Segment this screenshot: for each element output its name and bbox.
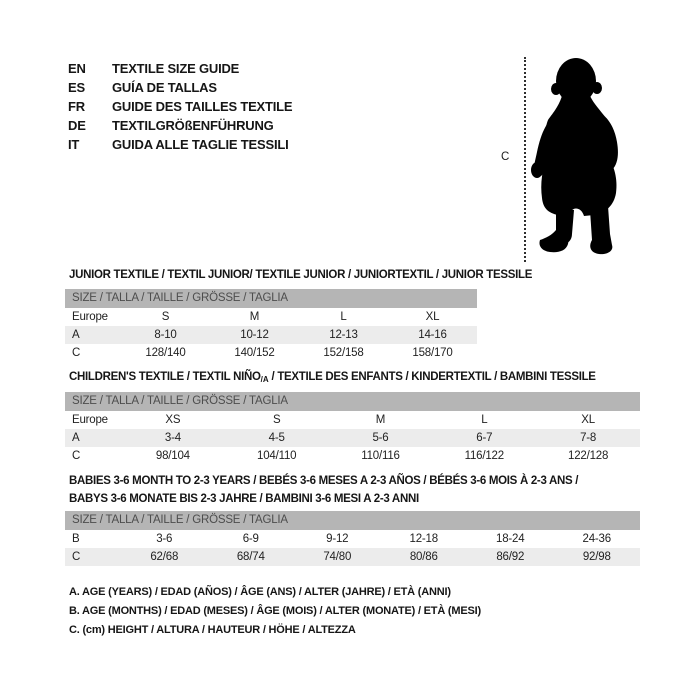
- table-cell: 4-5: [268, 432, 285, 444]
- language-row: [68, 135, 292, 154]
- language-label: TEXTILGRÖßENFÜHRUNG: [112, 118, 274, 133]
- table-cell: 152/158: [323, 347, 364, 359]
- table-row: [65, 344, 477, 362]
- table-cell: XL: [581, 414, 595, 426]
- table-cell: 8-10: [154, 329, 177, 341]
- language-label: GUÍA DE TALLAS: [112, 80, 217, 95]
- table-cell: 62/68: [150, 551, 179, 563]
- language-code: IT: [68, 137, 80, 152]
- table-cell: 110/116: [361, 450, 400, 462]
- table-cell: 5-6: [372, 432, 389, 444]
- table-cell: 92/98: [582, 551, 611, 563]
- table-cell: 80/86: [409, 551, 438, 563]
- baby-silhouette-icon: [528, 56, 624, 258]
- row-label: A: [72, 432, 80, 444]
- height-measure-label: C: [501, 151, 510, 163]
- table-row: [65, 530, 640, 548]
- junior-title-text: JUNIOR TEXTILE / TEXTIL JUNIOR/ TEXTILE JUNIOR / JUNIORTEXTIL / JUNIOR TESSILE: [69, 269, 533, 281]
- size-table-header: SIZE / TALLA / TAILLE / GRÖSSE / TAGLIA: [65, 392, 640, 411]
- height-measure-line: [524, 57, 526, 262]
- table-cell: 3-6: [156, 533, 173, 545]
- language-row: [68, 116, 292, 135]
- table-row: [65, 326, 477, 344]
- table-cell: 86/92: [496, 551, 525, 563]
- language-row: [68, 97, 292, 116]
- table-cell: 68/74: [236, 551, 265, 563]
- table-cell: 3-4: [164, 432, 181, 444]
- row-label: Europe: [72, 414, 108, 426]
- row-label: A: [72, 329, 80, 341]
- table-cell: L: [481, 414, 488, 426]
- footnote-a: A. AGE (YEARS) / EDAD (AÑOS) / ÂGE (ANS) / ALTER (JAHRE) / ETÀ (ANNI): [69, 586, 451, 598]
- language-code: EN: [68, 61, 86, 76]
- language-label: GUIDA ALLE TAGLIE TESSILI: [112, 137, 289, 152]
- table-cell: 128/140: [145, 347, 186, 359]
- row-label: B: [72, 533, 80, 545]
- table-cell: 116/122: [464, 450, 504, 462]
- children-section-title: [69, 368, 596, 389]
- row-label: Europe: [72, 311, 108, 323]
- footnote-c: C. (cm) HEIGHT / ALTURA / HAUTEUR / HÖHE / ALTEZZA: [69, 624, 356, 636]
- language-label: GUIDE DES TAILLES TEXTILE: [112, 99, 293, 114]
- table-cell: M: [375, 414, 386, 426]
- language-row: [68, 78, 292, 97]
- table-cell: 104/110: [257, 450, 297, 462]
- babies-section-title: [69, 472, 578, 508]
- table-cell: 18-24: [496, 533, 525, 545]
- table-cell: 7-8: [580, 432, 597, 444]
- table-cell: 6-7: [476, 432, 493, 444]
- size-table-header: SIZE / TALLA / TAILLE / GRÖSSE / TAGLIA: [65, 289, 477, 308]
- table-cell: 12-13: [329, 329, 358, 341]
- table-cell: S: [161, 311, 170, 323]
- size-table-header: SIZE / TALLA / TAILLE / GRÖSSE / TAGLIA: [65, 511, 640, 530]
- language-guide-list: [68, 59, 292, 154]
- row-label: C: [72, 551, 81, 563]
- table-cell: 9-12: [326, 533, 349, 545]
- language-code: ES: [68, 80, 85, 95]
- table-cell: 24-36: [582, 533, 611, 545]
- table-cell: 122/128: [568, 450, 609, 462]
- table-cell: XS: [165, 414, 181, 426]
- language-row: [68, 59, 292, 78]
- table-cell: 74/80: [323, 551, 352, 563]
- table-cell: 14-16: [418, 329, 447, 341]
- children-title-text: CHILDREN'S TEXTILE / TEXTIL NIÑO: [69, 371, 261, 383]
- table-cell: 10-12: [240, 329, 269, 341]
- row-label: C: [72, 450, 81, 462]
- junior-section-title: [69, 266, 532, 284]
- children-title-text: / TEXTILE DES ENFANTS / KINDERTEXTIL / BAMBINI TESSILE: [268, 371, 596, 383]
- language-label: TEXTILE SIZE GUIDE: [112, 61, 240, 76]
- table-row: [65, 308, 477, 326]
- table-cell: L: [340, 311, 347, 323]
- table-cell: 158/170: [412, 347, 453, 359]
- table-cell: 6-9: [242, 533, 259, 545]
- table-row: [65, 411, 640, 429]
- footnotes: [69, 583, 481, 640]
- babies-size-table: [65, 511, 640, 566]
- table-cell: XL: [425, 311, 440, 323]
- table-row: [65, 429, 640, 447]
- table-cell: 140/152: [234, 347, 275, 359]
- language-code: FR: [68, 99, 85, 114]
- babies-title-line1: BABIES 3-6 MONTH TO 2-3 YEARS / BEBÉS 3-6 MESES A 2-3 AÑOS / BÉBÉS 3-6 MOIS À 2-3 ANS /: [69, 475, 579, 487]
- babies-title-line2: BABYS 3-6 MONATE BIS 2-3 JAHRE / BAMBINI 3-6 MESI A 2-3 ANNI: [69, 493, 419, 505]
- table-row: [65, 447, 640, 465]
- language-code: DE: [68, 118, 86, 133]
- table-row: [65, 548, 640, 566]
- row-label: C: [72, 347, 81, 359]
- junior-size-table: [65, 289, 477, 362]
- table-cell: M: [249, 311, 260, 323]
- table-cell: 98/104: [155, 450, 190, 462]
- table-cell: S: [272, 414, 281, 426]
- children-title-subscript: /A: [260, 375, 269, 384]
- footnote-b: B. AGE (MONTHS) / EDAD (MESES) / ÂGE (MOIS) / ALTER (MONATE) / ETÀ (MESI): [69, 605, 481, 617]
- table-cell: 12-18: [409, 533, 438, 545]
- children-size-table: [65, 392, 640, 465]
